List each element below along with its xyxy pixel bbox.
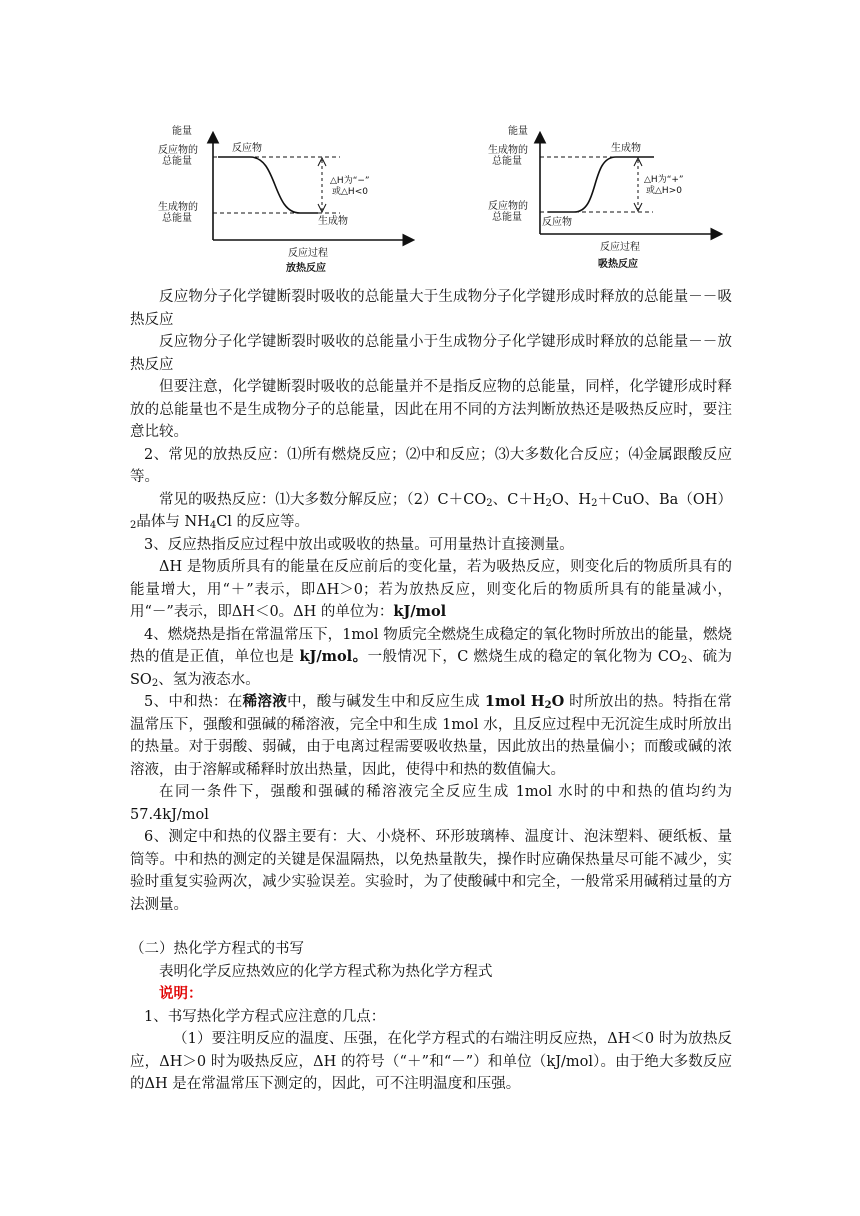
note-label: 说明： [159,985,203,1002]
product-energy-label: 生成物的 [158,202,198,213]
reactant-energy-label-2: 总能量 [162,156,192,167]
exothermic-svg [150,120,420,280]
delta-h-label-2: 或△H>0 [646,186,682,196]
delta-h-label: △H为“+” [644,175,684,185]
x-axis-label: 反应过程 [288,248,328,259]
curve-start-label: 反应物 [232,143,262,154]
paragraph-delta-h: ΔH 是物质所具有的能量在反应前后的变化量，若为吸热反应，则变化后的物质所具有的能量增大，用“＋”表示，即ΔH＞0；若为放热反应，则变化后的物质所具有的能量减小，用“－”表示，即ΔH＜0。ΔH 的单位为：kJ/mol [130,559,732,620]
paragraph-note-comparison: 但要注意，化学键断裂时吸收的总能量并不是指反应物的总能量，同样，化学键形成时释放的总能量也不是生成物分子的总能量，因此在用不同的方法判断放热还是吸热反应时，要注意比较。 [130,379,732,440]
paragraph-neutralization-value: 在同一条件下，强酸和强碱的稀溶液完全反应生成 1mol 水时的中和热的值均约为 57.4kJ/mol [130,784,732,823]
paragraph-definition: 表明化学反应热效应的化学方程式称为热化学方程式 [159,963,493,980]
y-axis-label: 能量 [172,126,192,137]
section-heading: （二）热化学方程式的书写 [130,941,304,957]
paragraph-common-exothermic: 2、常见的放热反应：⑴所有燃烧反应；⑵中和反应；⑶大多数化合反应；⑷金属跟酸反应等。 [130,446,732,485]
paragraph-neutralization-heat: 5、中和热：在稀溶液中，酸与碱发生中和反应生成 1mol $H_2O$ 时所放出的热。特指在常温常压下，强酸和强碱的稀溶液，完全中和生成 1mol 水，且反应过程中无沉淀生成时所放出的热量。对于弱酸、弱碱，由于电离过程需要吸收热量，因此放出的热量偏小；而酸或碱的浓溶液，由于溶解或稀释时放出热量，因此，使得中和热的数值偏大。 [130,693,733,778]
y-axis-label: 能量 [508,126,528,137]
product-energy-label-2: 总能量 [492,156,522,167]
endothermic-svg [478,120,728,280]
endothermic-diagram [478,120,728,280]
delta-h-label: △H为“−” [330,176,370,186]
paragraph-points-heading: 1、书写热化学方程式应注意的几点： [144,1008,386,1025]
paragraph-combustion-heat: 4、燃烧热是指在常温常压下，1mol 物质完全燃烧生成稳定的氧化物时所放出的能量，燃烧热的值是正值，单位也是 kJ/mol。一般情况下，C 燃烧生成的稳定的氧化物为 $CO_2$、硫为 $SO_2$、氢为液态水。 [130,626,733,689]
reactant-energy-label: 反应物的 [158,145,198,156]
curve-end-label: 生成物 [318,216,348,227]
paragraph-common-endothermic: 常见的吸热反应：⑴大多数分解反应；$(2)C+CO_2$、$C+H_2O$、$H_2+CuO$、$Ba(OH)_2$晶体与 $NH_4Cl$ 的反应等。 [130,491,732,531]
paragraph-point-1: （1）要注明反应的温度、压强，在化学方程式的右端注明反应热，ΔH＜0 时为放热反应，ΔH＞0 时为吸热反应，ΔH 的符号（“＋”和“－”）和单位（kJ/mol）。由于绝大多数反应的ΔH 是在常温常压下测定的，因此，可不注明温度和压强。 [130,1031,732,1092]
paragraph-reaction-heat: 3、反应热指反应过程中放出或吸收的热量。可用量热计直接测量。 [144,536,574,553]
reactant-energy-label: 反应物的 [488,201,528,212]
curve-start-label: 反应物 [542,217,572,228]
energy-curve [218,157,318,213]
exothermic-diagram [150,120,420,280]
product-energy-label-2: 总能量 [162,213,192,224]
figure-caption: 吸热反应 [598,259,638,270]
curve-end-label: 生成物 [611,143,641,154]
paragraph-exothermic-bond: 反应物分子化学键断裂时吸收的总能量小于生成物分子化学键形成时释放的总能量－－放热反应 [130,334,732,373]
delta-h-label-2: 或△H<0 [332,187,368,197]
body-text [130,286,732,1096]
paragraph-endothermic-bond: 反应物分子化学键断裂时吸收的总能量大于生成物分子化学键形成时释放的总能量－－吸热反应 [130,289,732,328]
figure-caption: 放热反应 [286,263,326,274]
x-axis-label: 反应过程 [600,242,640,253]
paragraph-measurement: 6、测定中和热的仪器主要有：大、小烧杯、环形玻璃棒、温度计、泡沫塑料、硬纸板、量筒等。中和热的测定的关键是保温隔热，以免热量散失，操作时应确保热量尽可能不减少，实验时重复实验两次，减少实验误差。实验时，为了使酸碱中和完全，一般常采用碱稍过量的方法测量。 [130,829,732,913]
product-energy-label: 生成物的 [488,145,528,156]
reactant-energy-label-2: 总能量 [492,212,522,223]
